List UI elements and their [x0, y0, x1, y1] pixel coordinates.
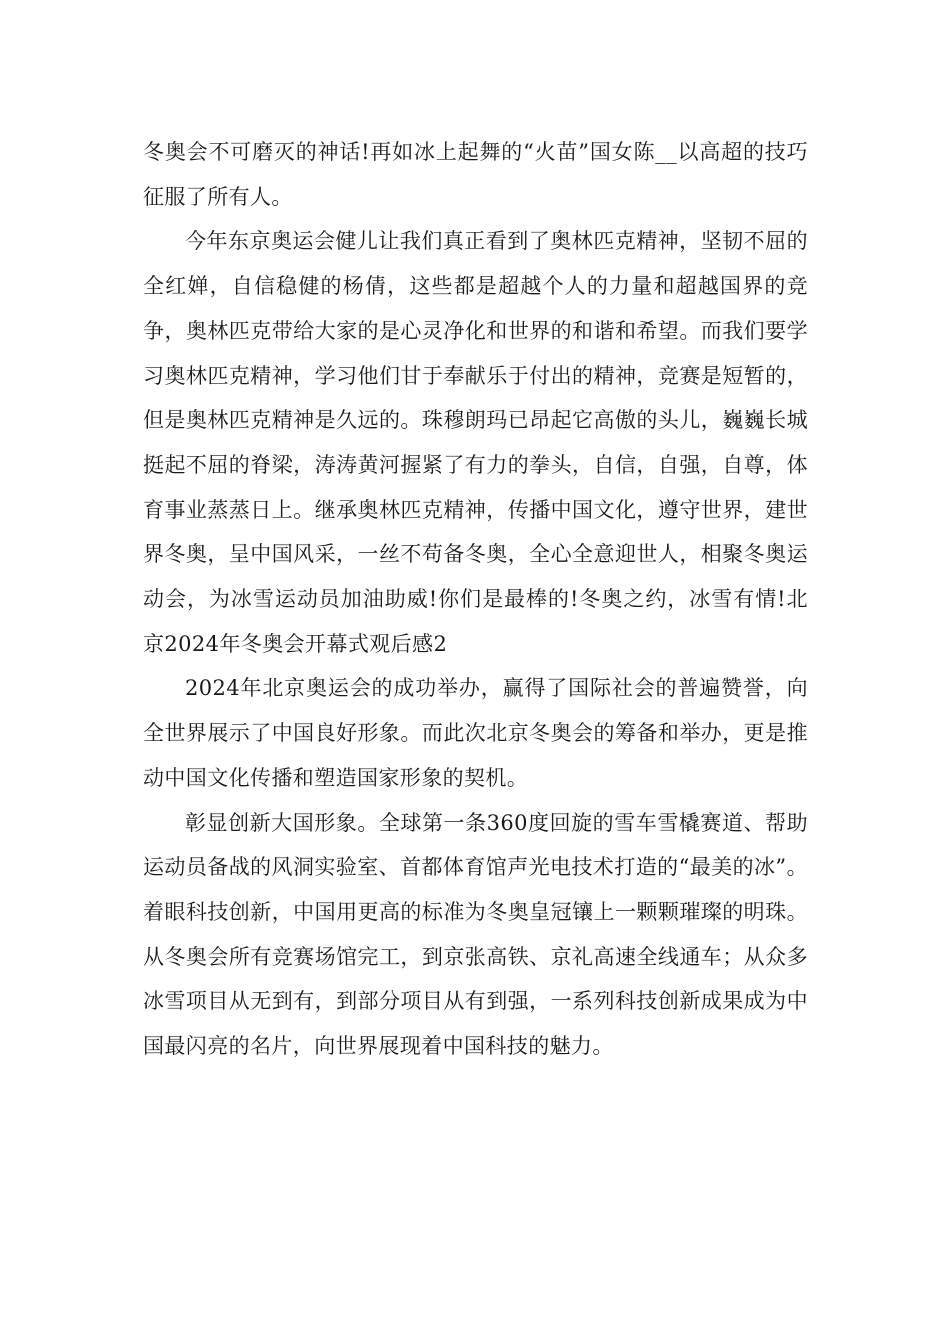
paragraph-innovation: 彰显创新大国形象。全球第一条360度回旋的雪车雪橇赛道、帮助运动员备战的风洞实验室、首都体育馆声光电技术打造的“最美的冰”。着眼科技创新，中国用更高的标准为冬奥皇冠镶上一颗颗璀璨的明珠。从冬奥会所有竞赛场馆完工，到京张高铁、京礼高速全线通车；从众多冰雪项目从无到有，到部分项目从有到强，一系列科技创新成果成为中国最闪亮的名片，向世界展现着中国科技的魅力。 [143, 810, 808, 1059]
paragraph-continuation: 冬奥会不可磨灭的神话!再如冰上起舞的“火苗”国女陈__以高超的技巧征服了所有人。 [143, 140, 808, 209]
document-body [143, 130, 808, 1069]
paragraph-olympic-spirit: 今年东京奥运会健儿让我们真正看到了奥林匹克精神，坚韧不屈的全红婵，自信稳健的杨倩，这些都是超越个人的力量和超越国界的竞争，奥林匹克带给大家的是心灵净化和世界的和谐和希望。而我们要学习奥林匹克精神，学习他们甘于奉献乐于付出的精神，竞赛是短暂的，但是奥林匹克精神是久远的。珠穆朗玛已昂起它高傲的头儿，巍巍长城挺起不屈的脊梁，涛涛黄河握紧了有力的拳头，自信，自强，自尊，体育事业蒸蒸日上。继承奥林匹克精神，传播中国文化，遵守世界，建世界冬奥，呈中国风采，一丝不苟备冬奥，全心全意迎世人，相聚冬奥运动会，为冰雪运动员加油助威!你们是最棒的!冬奥之约，冰雪有情!北京2024年冬奥会开幕式观后感2 [143, 229, 808, 656]
paragraph-beijing-2024: 2024年北京奥运会的成功举办，赢得了国际社会的普遍赞誉，向全世界展示了中国良好形象。而此次北京冬奥会的筹备和举办，更是推动中国文化传播和塑造国家形象的契机。 [143, 676, 808, 790]
